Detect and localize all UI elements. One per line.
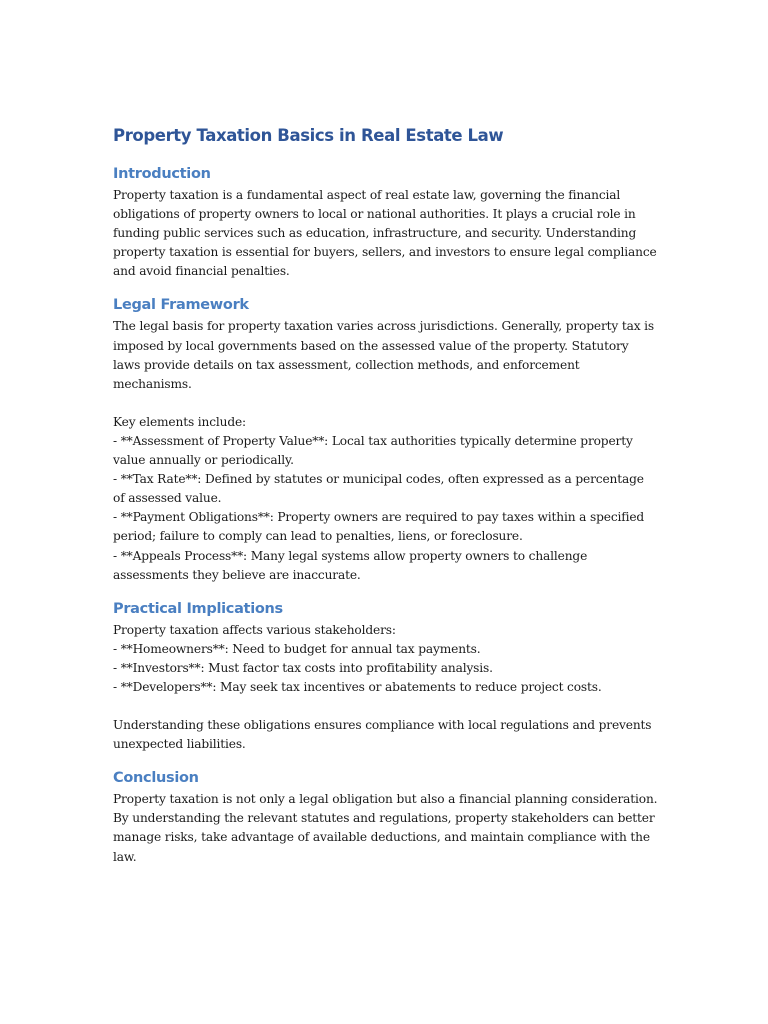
section-heading-introduction: Introduction — [113, 166, 211, 182]
introduction-paragraph: Property taxation is a fundamental aspect of real estate law, governing the financial obligations of property owners to local or national authorities. It plays a crucial role in funding public services such as education, infrastructure, and security. Understanding property taxation is essential for buyers, sellers, and investors to ensure legal compliance and avoid financial penalties. — [113, 188, 657, 279]
document-title: Property Taxation Basics in Real Estate Law — [113, 126, 504, 145]
section-introduction — [113, 165, 658, 281]
section-conclusion — [113, 769, 658, 866]
section-legal-framework — [113, 296, 658, 584]
practical-implications-intro: Property taxation affects various stakeholders: — [113, 622, 396, 637]
list-item: - **Appeals Process**: Many legal systems allow property owners to challenge assessments they believe are inaccurate. — [113, 548, 588, 582]
list-item: - **Investors**: Must factor tax costs into profitability analysis. — [113, 660, 493, 675]
section-practical-implications — [113, 600, 658, 755]
section-heading-legal-framework: Legal Framework — [113, 297, 249, 314]
section-heading-conclusion: Conclusion — [113, 770, 199, 787]
list-item: - **Payment Obligations**: Property owners are required to pay taxes within a specified period; failure to comply can lead to penalties, liens, or foreclosure. — [113, 510, 645, 544]
legal-framework-paragraph: The legal basis for property taxation varies across jurisdictions. Generally, property tax is imposed by local governments based on the assessed value of the property. Statutory laws provide details on tax assessment, collection methods, and enforcement mechanisms. — [113, 319, 654, 391]
list-item: - **Homeowners**: Need to budget for annual tax payments. — [113, 641, 481, 656]
list-item: - **Tax Rate**: Defined by statutes or municipal codes, often expressed as a percentage of assessed value. — [113, 472, 644, 506]
key-elements-intro: Key elements include: — [113, 414, 247, 429]
list-item: - **Assessment of Property Value**: Local tax authorities typically determine property value annually or periodically. — [113, 433, 633, 468]
list-item: - **Developers**: May seek tax incentives or abatements to reduce project costs. — [113, 679, 602, 694]
conclusion-paragraph: Property taxation is not only a legal obligation but also a financial planning consideration. By understanding the relevant statutes and regulations, property stakeholders can better manage risks, take advantage of available deductions, and maintain compliance with the law. — [113, 792, 658, 864]
practical-implications-closing: Understanding these obligations ensures compliance with local regulations and prevents unexpected liabilities. — [113, 718, 652, 752]
section-heading-practical-implications: Practical Implications — [113, 600, 283, 617]
document-body — [113, 126, 658, 867]
